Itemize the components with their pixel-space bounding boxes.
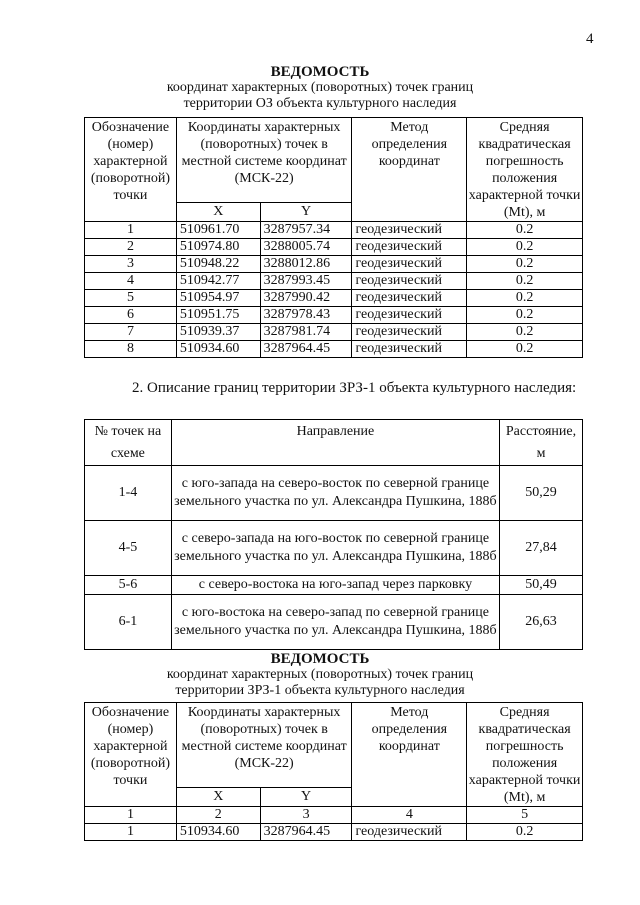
statement-title-zrz1 <box>0 651 640 699</box>
coord-x: 510954.97 <box>176 290 260 307</box>
point-number: 1 <box>85 222 177 239</box>
table-row <box>85 290 583 307</box>
segment-points: 5-6 <box>85 576 172 595</box>
coord-x: 510934.60 <box>176 824 260 841</box>
table-row <box>85 239 583 256</box>
coord-x: 510942.77 <box>176 273 260 290</box>
method: геодезический <box>352 273 467 290</box>
column-number: 3 <box>260 807 352 824</box>
header-method: Метод определения координат <box>352 118 467 222</box>
title-heading: ВЕДОМОСТЬ <box>270 651 370 667</box>
coord-y: 3288005.74 <box>260 239 352 256</box>
error-mt: 0.2 <box>467 239 583 256</box>
point-number: 7 <box>85 324 177 341</box>
point-number: 3 <box>85 256 177 273</box>
coord-y: 3287964.45 <box>260 824 352 841</box>
method: геодезический <box>352 824 467 841</box>
header-y: Y <box>260 202 352 221</box>
page-number: 4 <box>586 31 594 47</box>
coord-y: 3287978.43 <box>260 307 352 324</box>
point-number: 1 <box>85 824 177 841</box>
table-row <box>85 273 583 290</box>
segment-direction: с северо-запада на юго-восток по северной границе земельного участка по ул. Александра Пушкина, 188б <box>171 521 499 576</box>
coord-x: 510948.22 <box>176 256 260 273</box>
error-mt: 0.2 <box>467 324 583 341</box>
header-x: X <box>176 202 260 221</box>
coord-x: 510951.75 <box>176 307 260 324</box>
title-subheading: координат характерных (поворотных) точек границ <box>166 80 474 95</box>
method: геодезический <box>352 324 467 341</box>
segment-distance: 26,63 <box>500 595 583 650</box>
header-coordinates: Координаты характерных (поворотных) точек в местной системе координат (МСК-22) <box>176 703 352 788</box>
method: геодезический <box>352 222 467 239</box>
title-subheading: территории ОЗ объекта культурного наследия <box>183 96 457 111</box>
table-row <box>85 521 583 576</box>
segment-points: 4-5 <box>85 521 172 576</box>
column-numbering-row <box>85 807 583 824</box>
error-mt: 0.2 <box>467 307 583 324</box>
coord-x: 510974.80 <box>176 239 260 256</box>
segment-points: 1-4 <box>85 466 172 521</box>
section-heading: 2. Описание границ территории ЗРЗ-1 объекта культурного наследия: <box>132 380 577 396</box>
header-coordinates: Координаты характерных (поворотных) точек в местной системе координат (МСК-22) <box>176 118 352 203</box>
point-number: 8 <box>85 341 177 358</box>
segment-direction: с юго-востока на северо-запад по северной границе земельного участка по ул. Александра Пушкина, 188б <box>171 595 499 650</box>
table-row <box>85 256 583 273</box>
coord-x: 510939.37 <box>176 324 260 341</box>
segment-distance: 50,49 <box>500 576 583 595</box>
table-row <box>85 595 583 650</box>
coord-y: 3287981.74 <box>260 324 352 341</box>
header-distance: Расстояние, м <box>500 420 583 466</box>
table-row <box>85 341 583 358</box>
error-mt: 0.2 <box>467 341 583 358</box>
coord-x: 510961.70 <box>176 222 260 239</box>
segment-distance: 50,29 <box>500 466 583 521</box>
point-number: 4 <box>85 273 177 290</box>
title-subheading: координат характерных (поворотных) точек границ <box>166 667 474 682</box>
table-row <box>85 222 583 239</box>
header-method: Метод определения координат <box>352 703 467 807</box>
header-direction: Направление <box>171 420 499 466</box>
table-row <box>85 466 583 521</box>
coord-y: 3288012.86 <box>260 256 352 273</box>
segment-direction: с юго-запада на северо-восток по северной границе земельного участка по ул. Александра Пушкина, 188б <box>171 466 499 521</box>
error-mt: 0.2 <box>467 222 583 239</box>
boundary-description-table <box>84 419 583 650</box>
header-designation: Обозначение (номер) характерной (поворотной) точки <box>85 118 177 222</box>
column-number: 2 <box>176 807 260 824</box>
method: геодезический <box>352 239 467 256</box>
error-mt: 0.2 <box>467 256 583 273</box>
header-error: Средняя квадратическая погрешность положения характерной точки (Mt), м <box>467 703 583 807</box>
title-subheading: территории ЗРЗ-1 объекта культурного наследия <box>175 683 465 698</box>
table-row <box>85 324 583 341</box>
method: геодезический <box>352 307 467 324</box>
coord-x: 510934.60 <box>176 341 260 358</box>
method: геодезический <box>352 341 467 358</box>
coord-y: 3287964.45 <box>260 341 352 358</box>
header-y: Y <box>260 787 352 806</box>
column-number: 5 <box>467 807 583 824</box>
coordinates-table-zrz1 <box>84 702 583 841</box>
coord-y: 3287990.42 <box>260 290 352 307</box>
column-number: 1 <box>85 807 177 824</box>
table-row <box>85 824 583 841</box>
segment-distance: 27,84 <box>500 521 583 576</box>
error-mt: 0.2 <box>467 273 583 290</box>
error-mt: 0.2 <box>467 824 583 841</box>
header-designation: Обозначение (номер) характерной (поворотной) точки <box>85 703 177 807</box>
segment-direction: с северо-востока на юго-запад через парковку <box>171 576 499 595</box>
coordinates-table-oz <box>84 117 583 358</box>
error-mt: 0.2 <box>467 290 583 307</box>
column-number: 4 <box>352 807 467 824</box>
title-heading: ВЕДОМОСТЬ <box>270 64 370 80</box>
point-number: 6 <box>85 307 177 324</box>
coord-y: 3287957.34 <box>260 222 352 239</box>
statement-title-oz <box>0 64 640 112</box>
header-points: № точек на схеме <box>85 420 172 466</box>
point-number: 2 <box>85 239 177 256</box>
header-x: X <box>176 787 260 806</box>
point-number: 5 <box>85 290 177 307</box>
table-row <box>85 307 583 324</box>
method: геодезический <box>352 256 467 273</box>
segment-points: 6-1 <box>85 595 172 650</box>
coord-y: 3287993.45 <box>260 273 352 290</box>
method: геодезический <box>352 290 467 307</box>
table-row <box>85 576 583 595</box>
header-error: Средняя квадратическая погрешность положения характерной точки (Mt), м <box>467 118 583 222</box>
